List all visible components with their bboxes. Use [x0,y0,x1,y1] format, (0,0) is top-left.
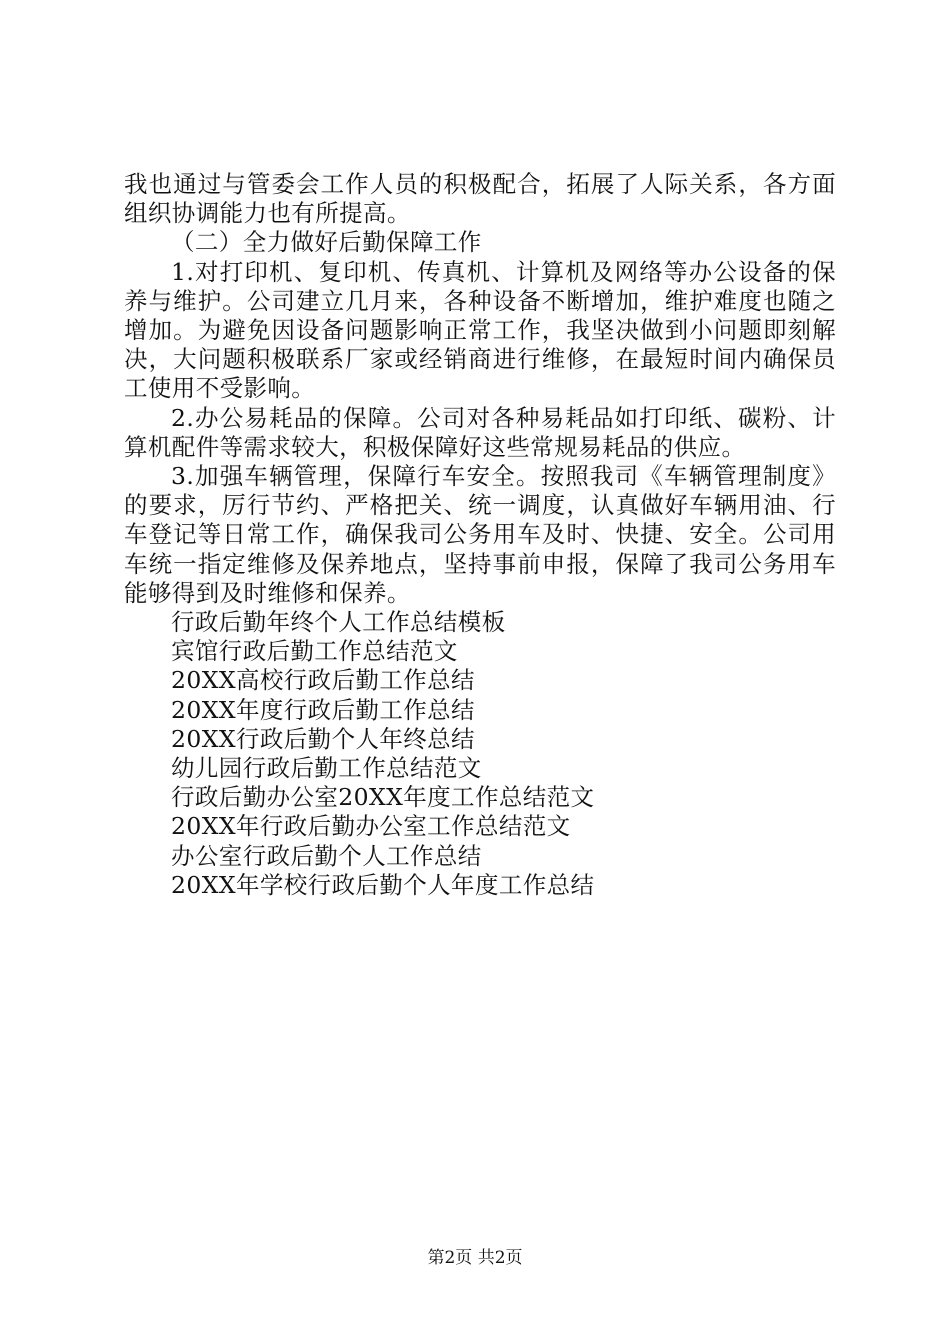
document-body [124,170,836,900]
section-heading: （二）全力做好后勤保障工作 [171,228,482,257]
page-footer [0,1243,950,1268]
paragraph-item-1: 1.对打印机、复印机、传真机、计算机及网络等办公设备的保养与维护。公司建立几月来，各种设备不断增加，维护难度也随之增加。为避免因设备问题影响正常工作，我坚决做到小问题即刻解决，大问题积极联系厂家或经销商进行维修，在最短时间内确保员工使用不受影响。 [124,257,836,403]
related-title: 办公室行政后勤个人工作总结 [171,841,482,870]
related-titles-list [124,608,836,900]
related-title: 行政后勤办公室20XX年度工作总结范文 [171,783,595,812]
related-title: 幼儿园行政后勤工作总结范文 [171,754,482,783]
related-title: 20XX年度行政后勤工作总结 [171,695,475,724]
paragraph-item-2: 2.办公易耗品的保障。公司对各种易耗品如打印纸、碳粉、计算机配件等需求较大，积极保障好这些常规易耗品的供应。 [124,403,836,461]
related-title: 20XX年行政后勤办公室工作总结范文 [171,812,571,841]
related-title: 20XX行政后勤个人年终总结 [171,724,475,753]
paragraph-item-3: 3.加强车辆管理，保障行车安全。按照我司《车辆管理制度》的要求，厉行节约、严格把关、统一调度，认真做好车辆用油、行车登记等日常工作，确保我司公务用车及时、快捷、安全。公司用车统一指定维修及保养地点，坚持事前申报，保障了我司公务用车能够得到及时维修和保养。 [124,462,836,607]
related-title: 20XX年学校行政后勤个人年度工作总结 [171,870,595,899]
related-title: 行政后勤年终个人工作总结模板 [171,608,506,637]
related-title: 20XX高校行政后勤工作总结 [171,666,475,695]
page-indicator: 第2页 共2页 [427,1248,523,1268]
related-title: 宾馆行政后勤工作总结范文 [171,637,458,666]
paragraph-continuation: 我也通过与管委会工作人员的积极配合，拓展了人际关系，各方面组织协调能力也有所提高。 [124,170,836,228]
